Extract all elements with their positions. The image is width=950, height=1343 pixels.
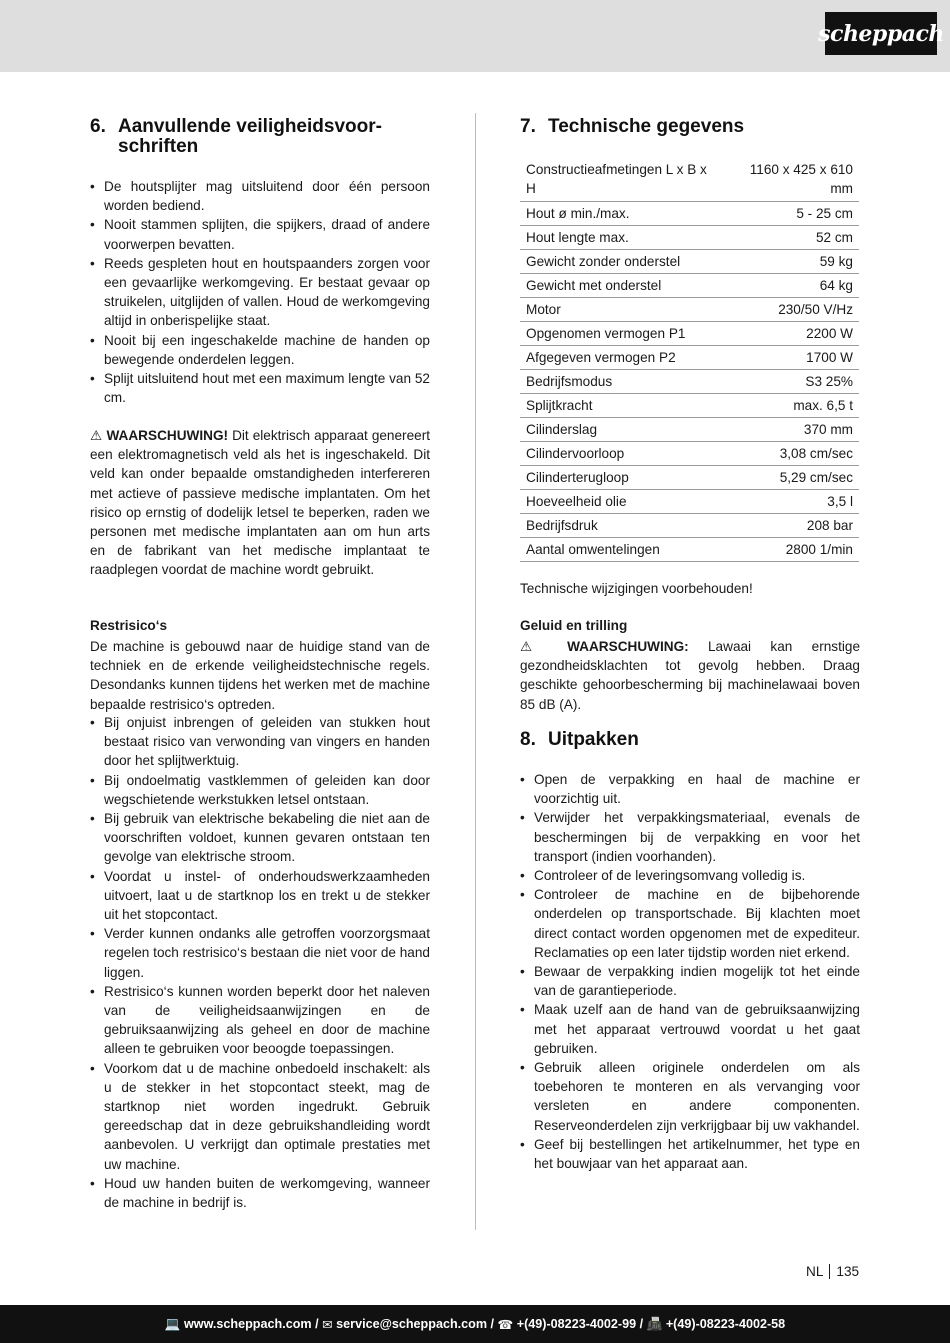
spec-value: 2800 1/min — [723, 538, 859, 562]
footer-separator: / — [487, 1317, 498, 1331]
email-link[interactable]: service@scheppach.com — [336, 1317, 488, 1331]
spec-value: 3,08 cm/sec — [723, 442, 859, 466]
website-link[interactable]: www.scheppach.com — [183, 1317, 312, 1331]
table-row — [520, 370, 859, 394]
table-row — [520, 490, 859, 514]
warning-label: WAARSCHUWING! — [106, 428, 229, 443]
spec-value: 5,29 cm/sec — [723, 466, 859, 490]
spec-label: Opgenomen vermogen P1 — [520, 322, 723, 346]
list-item: • Gebruik alleen originele onderdelen om als toebehoren te monteren en als vervanging voor versleten en andere componenten. Reserveonderdelen zijn verkrijgbaar bij uw vakhandel. — [520, 1058, 860, 1135]
spec-label: Bedrijfsmodus — [520, 370, 723, 394]
section-8-heading — [520, 730, 860, 750]
table-row — [520, 157, 859, 202]
list-item: • Bij gebruik van elektrische bekabeling die niet aan de voorschriften voldoet, kunnen gevaren ontstaan ten gevolge van elektrische stroom. — [90, 809, 430, 867]
list-item: • Houd uw handen buiten de werkomgeving, wanneer de machine in bedrijf is. — [90, 1174, 430, 1212]
spec-label: Hout ø min./max. — [520, 202, 723, 226]
spec-label: Hout lengte max. — [520, 226, 723, 250]
table-row — [520, 538, 859, 562]
list-item: • Bewaar de verpakking indien mogelijk tot het einde van de garantieperiode. — [520, 962, 860, 1000]
list-item: • Nooit bij een ingeschakelde machine de handen op bewegende onderdelen leggen. — [90, 331, 430, 369]
list-item: • Controleer of de leveringsomvang volledig is. — [520, 866, 860, 885]
restrisico-heading: Restrisico‘s — [90, 618, 168, 633]
spec-label: Hoeveelheid olie — [520, 490, 723, 514]
fax-number: +(49)-08223-4002-58 — [665, 1317, 786, 1331]
section-7-number: 7. — [520, 116, 536, 137]
spec-value: 208 bar — [723, 514, 859, 538]
list-item: • Open de verpakking en haal de machine er voorzichtig uit. — [520, 770, 860, 808]
section-8-title: Uitpakken — [548, 729, 639, 750]
page-number — [806, 1264, 859, 1279]
technical-changes-note: Technische wijzigingen voorbehouden! — [520, 581, 753, 596]
spec-label: Constructieafmetingen L x B x H — [520, 157, 723, 202]
restrisico-intro: De machine is gebouwd naar de huidige stand van de techniek en de erkende veiligheidstechnische regels. Desondanks kunnen tijdens het werken met de machine bepaalde restrisico‘s optreden. — [90, 639, 430, 712]
list-item: • Splijt uitsluitend hout met een maximum lengte van 52 cm. — [90, 369, 430, 407]
spec-label: Cilindervoorloop — [520, 442, 723, 466]
section-6-title-line1: Aanvullende veiligheidsvoor- — [118, 116, 382, 137]
list-item: • Verwijder het verpakkingsmateriaal, evenals de beschermingen bij de verpakking en voor het transport (indien voorhanden). — [520, 808, 860, 866]
phone-number: +(49)-08223-4002-99 — [516, 1317, 637, 1331]
list-item: • Verder kunnen ondanks alle getroffen voorzorgsmaat regelen toch restrisico‘s bestaan die niet voor de hand liggen. — [90, 924, 430, 982]
section-6-heading — [90, 117, 430, 157]
spec-label: Gewicht met onderstel — [520, 274, 723, 298]
table-row — [520, 274, 859, 298]
section-6-number: 6. — [90, 116, 106, 137]
spec-value: 52 cm — [723, 226, 859, 250]
spec-value: 3,5 l — [723, 490, 859, 514]
list-item: • Nooit stammen splijten, die spijkers, draad of andere voorwerpen bevatten. — [90, 215, 430, 253]
table-row — [520, 298, 859, 322]
list-item: • De houtsplijter mag uitsluitend door één persoon worden bediend. — [90, 177, 430, 215]
section-6-title-line2: schriften — [118, 136, 199, 157]
spec-value: S3 25% — [723, 370, 859, 394]
spec-value: 1700 W — [723, 346, 859, 370]
spec-label: Aantal omwentelingen — [520, 538, 723, 562]
spec-value: 59 kg — [723, 250, 859, 274]
noise-warning-paragraph — [520, 637, 860, 714]
geluid-heading: Geluid en trilling — [520, 618, 628, 633]
table-row — [520, 250, 859, 274]
spec-label: Motor — [520, 298, 723, 322]
header-band — [0, 0, 950, 72]
table-row — [520, 442, 859, 466]
mail-icon: ✉ — [322, 1317, 333, 1332]
table-row — [520, 226, 859, 250]
spec-value: 2200 W — [723, 322, 859, 346]
footer-separator: / — [636, 1317, 647, 1331]
table-row — [520, 202, 859, 226]
spec-label: Gewicht zonder onderstel — [520, 250, 723, 274]
spec-value: 1160 x 425 x 610 mm — [723, 157, 859, 202]
list-item: • Voorkom dat u de machine onbedoeld inschakelt: als u de stekker in het stopcontact steekt, mag de startknop niet worden ingedrukt. Gebruik gereedschap dat in deze gebruikshandleiding wordt aanbevolen. U verkrijgt dan optimale prestaties met uw machine. — [90, 1059, 430, 1174]
fax-icon: 📠 — [646, 1316, 663, 1331]
list-item: • Bij ondoelmatig vastklemmen of geleiden kan door wegschietende werkstukken letsel ontstaan. — [90, 771, 430, 809]
warning-triangle-icon: ⚠ — [520, 639, 548, 654]
section-7-heading — [520, 117, 860, 137]
spec-value: 64 kg — [723, 274, 859, 298]
unpacking-bullet-list — [520, 770, 860, 1173]
scheppach-logo: scheppach — [825, 12, 937, 55]
section-7-title: Technische gegevens — [548, 116, 745, 137]
list-item: • Geef bij bestellingen het artikelnummer, het type en het bouwjaar van het apparaat aan. — [520, 1135, 860, 1173]
table-row — [520, 346, 859, 370]
list-item: • Reeds gespleten hout en houtspaanders zorgen voor een gevaarlijke werkomgeving. Er bestaat gevaar op struikelen, uitglijden of vallen. Houd de werkomgeving altijd in onberispelijke staat. — [90, 254, 430, 331]
spec-value: max. 6,5 t — [723, 394, 859, 418]
restrisico-bullet-list — [90, 713, 430, 1212]
footer-separator: / — [311, 1317, 323, 1331]
table-row — [520, 514, 859, 538]
safety-bullet-list — [90, 177, 430, 407]
section-8-number: 8. — [520, 729, 536, 750]
warning-triangle-icon: ⚠ — [90, 428, 103, 443]
spec-value: 5 - 25 cm — [723, 202, 859, 226]
spec-label: Splijtkracht — [520, 394, 723, 418]
emf-warning-paragraph — [90, 426, 430, 580]
page-language: NL — [806, 1264, 824, 1279]
page-number-divider — [829, 1264, 830, 1279]
table-row — [520, 322, 859, 346]
spec-value: 230/50 V/Hz — [723, 298, 859, 322]
spec-value: 370 mm — [723, 418, 859, 442]
list-item: • Bij onjuist inbrengen of geleiden van stukken hout bestaat risico van verwonding van vingers en handen door het splijtwerktuig. — [90, 713, 430, 771]
table-row — [520, 466, 859, 490]
warning-label: WAARSCHUWING: — [567, 639, 689, 654]
table-row — [520, 418, 859, 442]
spec-label: Cilinderslag — [520, 418, 723, 442]
warning-text: Dit elektrisch apparaat genereert een elektromagnetisch veld als het is ingeschakeld. Dit veld kan onder bepaalde omstandigheden interfereren met actieve of passieve medische implantaten. Om het risico op ernstig of dodelijk letsel te beperken, raden we personen met medische implantaten aan om hun arts en de fabrikant van het medische implantaat te raadplegen voordat de machine wordt gebruikt. — [90, 428, 431, 578]
contact-footer — [0, 1305, 950, 1343]
warning-text: Lawaai kan ernstige gezondheidsklachten tot gevolg hebben. Draag geschikte gehoorbescherming bij machinelawaai boven 85 dB (A). — [520, 639, 861, 712]
table-row — [520, 394, 859, 418]
phone-icon: ☎ — [497, 1317, 514, 1332]
spec-label: Cilinderterugloop — [520, 466, 723, 490]
column-divider — [475, 113, 476, 1230]
laptop-icon: 💻 — [164, 1316, 181, 1331]
spec-label: Afgegeven vermogen P2 — [520, 346, 723, 370]
technical-data-table — [520, 157, 859, 562]
list-item: • Restrisico‘s kunnen worden beperkt door het naleven van de veiligheidsaanwijzingen en de gebruiksaanwijzing als geheel en door de machine alleen te gebruiken voor beoogde toepassingen. — [90, 982, 430, 1059]
list-item: • Voordat u instel- of onderhoudswerkzaamheden uitvoert, laat u de startknop los en trekt u de stekker uit het stopcontact. — [90, 867, 430, 925]
list-item: • Maak uzelf aan de hand van de gebruiksaanwijzing met het apparaat vertrouwd voordat u het gaat gebruiken. — [520, 1000, 860, 1058]
list-item: • Controleer de machine en de bijbehorende onderdelen op transportschade. Bij klachten moet direct contact worden opgenomen met de expediteur. Reclamaties op een later tijdstip worden niet erkend. — [520, 885, 860, 962]
spec-label: Bedrijfsdruk — [520, 514, 723, 538]
page-number-value: 135 — [836, 1264, 860, 1279]
